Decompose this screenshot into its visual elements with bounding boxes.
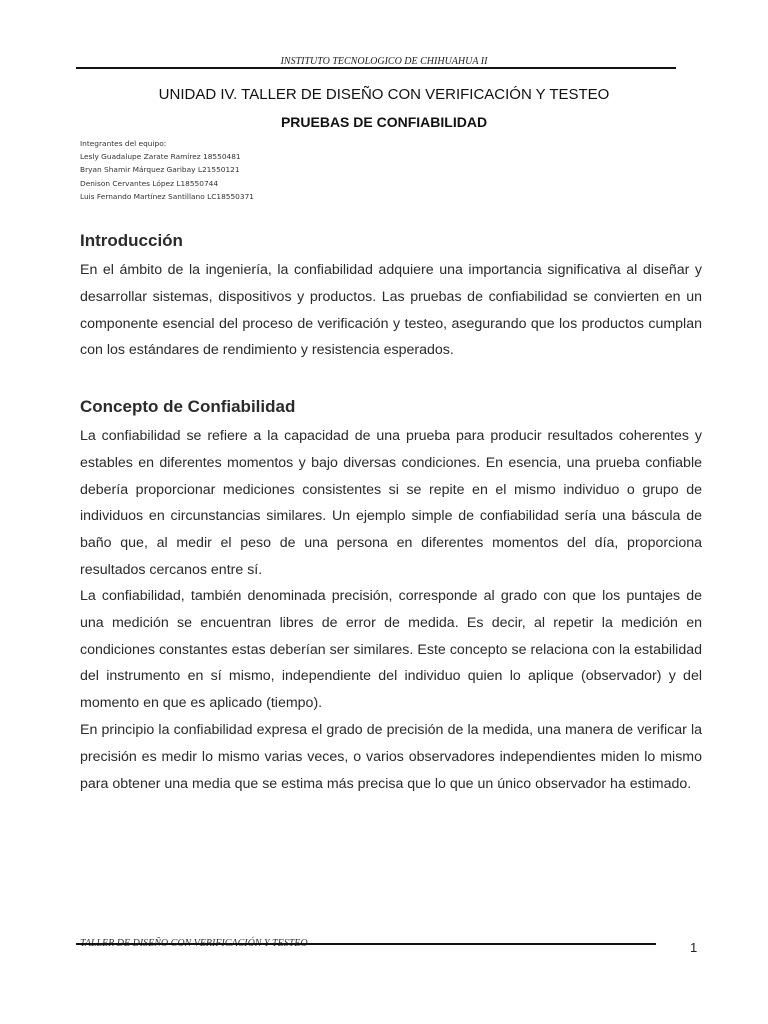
- running-footer: TALLER DE DISEÑO CON VERIFICACIÓN Y TESTEO: [80, 938, 308, 949]
- team-label: Integrantes del equipo:: [80, 139, 167, 148]
- footer-divider: [76, 943, 656, 945]
- team-members-block: [80, 137, 480, 203]
- section-heading-introduccion: Introducción: [80, 231, 183, 250]
- body-paragraph: La confiabilidad se refiere a la capacidad de una prueba para producir resultados coherentes y estables en diferentes momentos y bajo diversas condiciones. En esencia, una prueba confiable debería proporcionar mediciones consistentes si se repite en el mismo individuo o grupo de individuos en circunstancias similares. Un ejemplo simple de confiabilidad sería una báscula de baño que, al medir el peso de una persona en diferentes momentos del día, proporciona resultados cercanos entre sí.: [80, 428, 702, 578]
- section-heading-concepto: Concepto de Confiabilidad: [80, 397, 296, 416]
- header-divider: [76, 67, 676, 69]
- body-paragraph: En el ámbito de la ingeniería, la confiabilidad adquiere una importancia significativa al diseñar y desarrollar sistemas, dispositivos y productos. Las pruebas de confiabilidad se convierten en un componente esencial del proceso de verificación y testeo, asegurando que los productos cumplan con los estándares de rendimiento y resistencia esperados.: [80, 262, 702, 359]
- team-member: Bryan Shamir Márquez Garibay L21550121: [80, 165, 240, 175]
- page-number: 1: [690, 940, 698, 955]
- team-member: Luis Fernando Martínez Santillano LC18550371: [80, 191, 254, 201]
- team-member: Lesly Guadalupe Zarate Ramírez 18550481: [80, 152, 241, 162]
- body-paragraph: En principio la confiabilidad expresa el grado de precisión de la medida, una manera de verificar la precisión es medir lo mismo varias veces, o varios observadores independientes miden lo mismo para obtener una media que se estima más precisa que lo que un único observador ha estimado.: [80, 722, 702, 792]
- document-subtitle: PRUEBAS DE CONFIABILIDAD: [280, 114, 488, 130]
- body-paragraph: La confiabilidad, también denominada precisión, corresponde al grado con que los puntajes de una medición se encuentran libres de error de medida. Es decir, al repetir la medición en condiciones constantes estas deberían ser similares. Este concepto se relaciona con la estabilidad del instrumento en sí mismo, independiente del individuo quien lo aplique (observador) y del momento en que es aplicado (tiempo).: [80, 588, 702, 712]
- team-member: Denison Cervantes López L18550744: [80, 178, 219, 188]
- running-header: INSTITUTO TECNOLOGICO DE CHIHUAHUA II: [280, 56, 488, 67]
- unit-title: UNIDAD IV. TALLER DE DISEÑO CON VERIFICACIÓN Y TESTEO: [158, 86, 610, 103]
